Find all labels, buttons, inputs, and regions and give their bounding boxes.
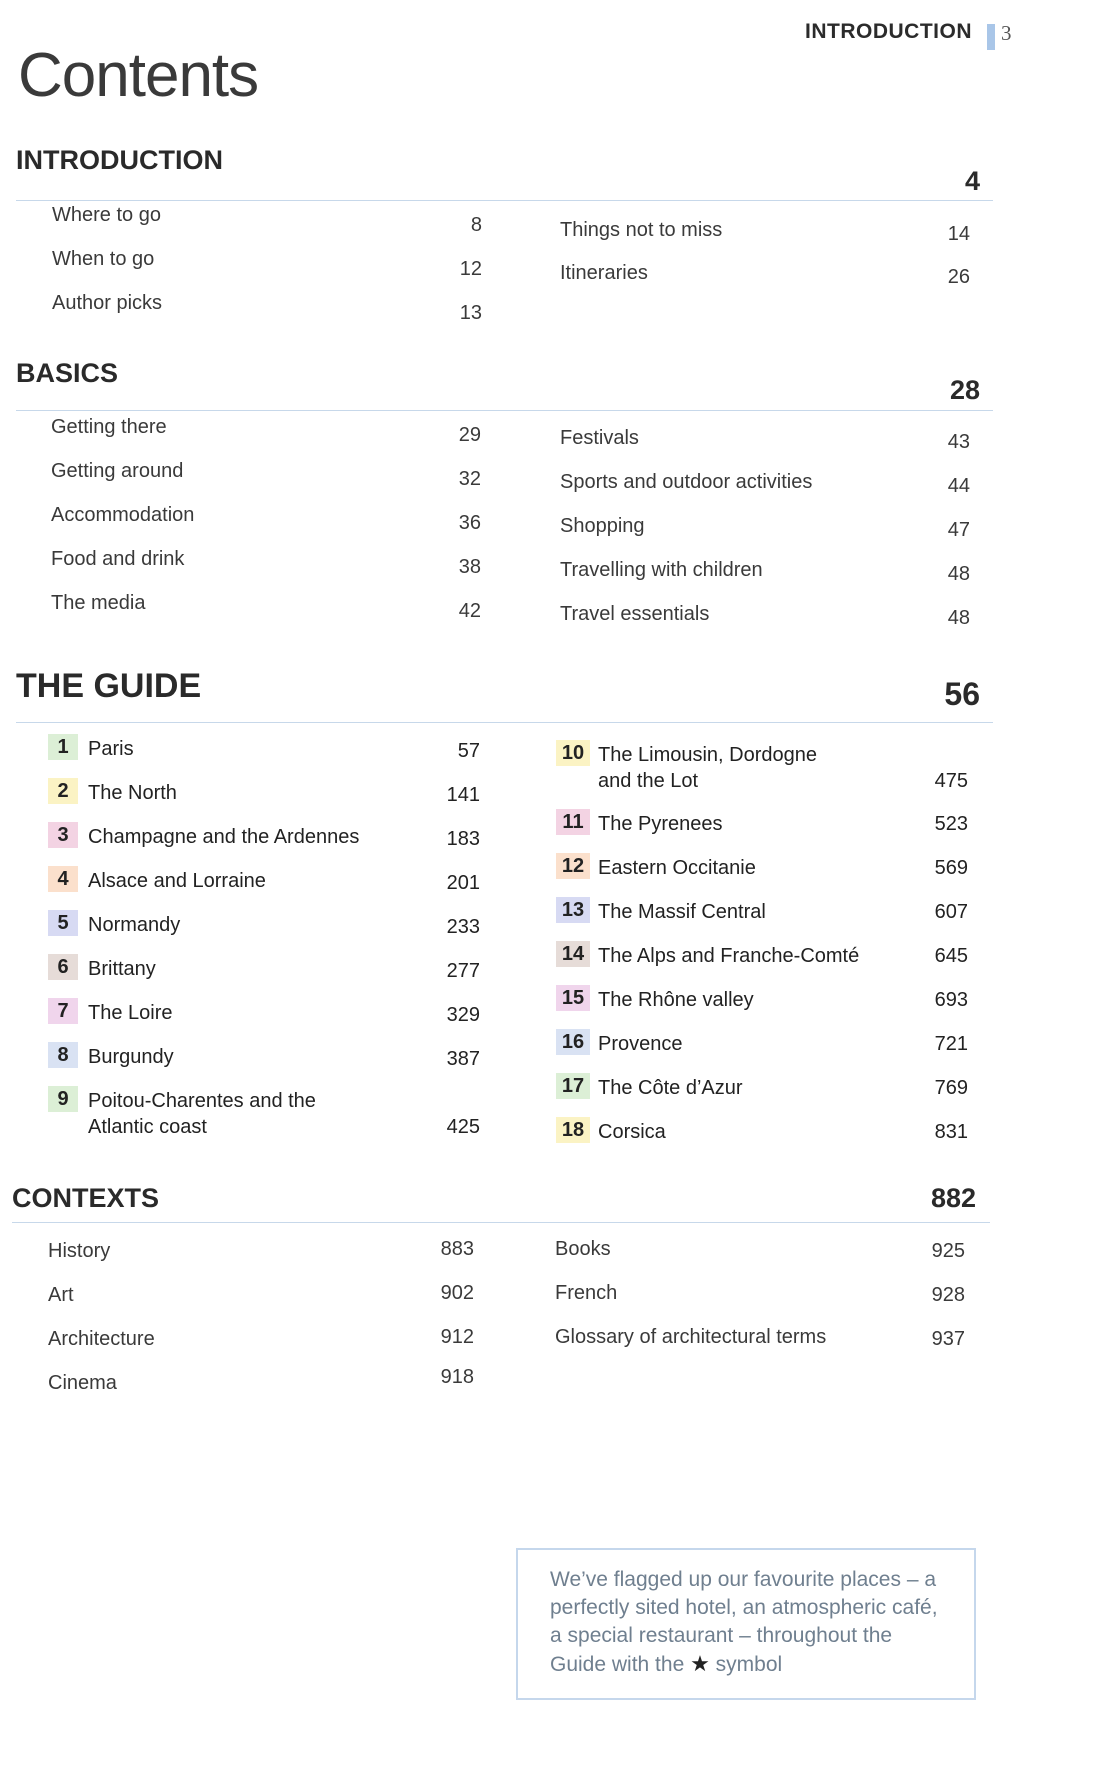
toc-entry[interactable] [555,1282,980,1312]
chapter-title: Burgundy [88,1046,174,1068]
toc-entry[interactable] [52,292,482,322]
chapter-entry[interactable] [556,811,980,841]
toc-entry-label: When to go [52,248,155,270]
chapter-entry[interactable] [48,780,480,810]
chapter-number: 16 [556,1029,590,1055]
favourites-note-text [550,1566,950,1679]
toc-entry-label: Itineraries [560,262,648,284]
chapter-entry[interactable] [556,899,980,929]
note-body: We’ve flagged up our favourite places – a perfectly sited hotel, an atmospheric café, a special restaurant – throughout the Guide with the [550,1568,938,1676]
toc-entry-page: 918 [440,1366,474,1388]
chapter-number: 8 [48,1042,78,1068]
chapter-title: The Côte d’Azur [598,1077,743,1099]
chapter-number: 13 [556,897,590,923]
section-page: 882 [930,1183,976,1213]
chapter-page: 607 [934,901,968,923]
toc-entry-page: 36 [458,512,481,534]
chapter-entry[interactable] [48,1000,480,1030]
chapter-entry[interactable] [556,987,980,1017]
chapter-entry[interactable] [556,742,980,798]
toc-entry[interactable] [51,416,481,446]
chapter-title: The Rhône valley [598,989,754,1011]
toc-entry[interactable] [52,248,482,278]
toc-entry-label: Art [48,1284,74,1306]
toc-entry-label: Getting around [51,460,184,482]
chapter-page: 523 [934,813,968,835]
toc-entry[interactable] [48,1240,478,1270]
toc-entry-page: 8 [470,214,482,236]
section-heading[interactable]: CONTEXTS [12,1183,160,1213]
toc-entry-page: 925 [931,1240,965,1262]
chapter-entry[interactable] [48,736,480,766]
chapter-number: 2 [48,778,78,804]
toc-entry-page: 47 [947,519,970,541]
page-number: 3 [1001,21,1012,45]
chapter-page: 769 [934,1077,968,1099]
page-title: Contents [18,41,259,110]
toc-entry-label: Festivals [560,427,639,449]
toc-entry[interactable] [555,1326,980,1356]
chapter-entry[interactable] [556,1119,980,1149]
toc-entry-label: Books [555,1238,611,1260]
section-page: 28 [949,375,980,405]
chapter-number: 10 [556,740,590,766]
chapter-page: 57 [457,740,480,762]
toc-entry-page: 902 [440,1282,474,1304]
chapter-page: 277 [446,960,480,982]
chapter-number: 15 [556,985,590,1011]
chapter-number: 14 [556,941,590,967]
toc-entry-page: 26 [947,266,970,288]
chapter-title: The Limousin, Dordogne [598,744,818,766]
toc-entry-label: Travel essentials [560,603,710,625]
toc-entry[interactable] [560,515,980,545]
chapter-page: 233 [446,916,480,938]
toc-entry[interactable] [52,204,482,234]
toc-entry[interactable] [48,1284,478,1314]
toc-entry-label: Things not to miss [560,219,723,241]
chapter-title: Paris [88,738,134,760]
chapter-page: 645 [934,945,968,967]
chapter-number: 1 [48,734,78,760]
chapter-entry[interactable] [48,1044,480,1074]
toc-entry-page: 14 [947,223,970,245]
chapter-entry[interactable] [556,943,980,973]
chapter-title: The North [88,782,177,804]
section-page: 4 [964,166,980,196]
section-rule [16,410,993,411]
chapter-entry[interactable] [48,912,480,942]
toc-entry-label: Food and drink [51,548,185,570]
toc-entry-page: 13 [459,302,482,324]
toc-entry[interactable] [51,460,481,490]
toc-entry-label: Accommodation [51,504,195,526]
chapter-entry[interactable] [556,1075,980,1105]
toc-entry[interactable] [48,1328,478,1358]
toc-entry-label: Author picks [52,292,163,314]
chapter-page: 693 [934,989,968,1011]
chapter-title: Champagne and the Ardennes [88,826,360,848]
toc-entry-page: 32 [458,468,481,490]
chapter-title: Corsica [598,1121,666,1143]
chapter-title: The Alps and Franche-Comté [598,945,860,967]
section-rule [12,1222,990,1223]
chapter-page: 475 [934,770,968,792]
chapter-title-line2: and the Lot [598,770,699,792]
toc-entry-page: 29 [458,424,481,446]
toc-entry[interactable] [560,219,980,249]
toc-entry-page: 928 [931,1284,965,1306]
toc-entry-page: 912 [440,1326,474,1348]
chapter-number: 17 [556,1073,590,1099]
toc-entry-label: History [48,1240,111,1262]
chapter-title: Brittany [88,958,156,980]
chapter-title: The Massif Central [598,901,766,923]
toc-entry-page: 12 [459,258,482,280]
toc-entry[interactable] [51,548,481,578]
toc-entry-page: 48 [947,607,970,629]
toc-entry-page: 937 [931,1328,965,1350]
toc-entry[interactable] [560,262,980,292]
section-heading[interactable]: BASICS [16,358,119,388]
favourites-note [516,1548,976,1700]
section-page: 56 [944,676,980,712]
chapter-title: The Pyrenees [598,813,723,835]
chapter-page: 201 [446,872,480,894]
running-head: INTRODUCTION [805,20,972,43]
toc-entry-label: Where to go [52,204,161,226]
chapter-page: 183 [446,828,480,850]
toc-entry-label: Cinema [48,1372,117,1394]
chapter-title: Alsace and Lorraine [88,870,266,892]
chapter-number: 18 [556,1117,590,1143]
toc-entry-label: The media [51,592,146,614]
chapter-entry[interactable] [48,956,480,986]
toc-entry-page: 38 [458,556,481,578]
chapter-page: 721 [934,1033,968,1055]
chapter-title: Poitou-Charentes and the [88,1090,316,1112]
chapter-page: 141 [446,784,480,806]
toc-entry-page: 48 [947,563,970,585]
chapter-page: 329 [446,1004,480,1026]
toc-entry-label: Architecture [48,1328,155,1350]
chapter-entry[interactable] [556,855,980,885]
toc-entry[interactable] [560,471,980,501]
star-icon: ★ [690,1651,710,1676]
section-heading[interactable]: INTRODUCTION [16,145,223,175]
toc-entry-label: Glossary of architectural terms [555,1326,827,1348]
chapter-number: 7 [48,998,78,1024]
toc-entry[interactable] [555,1238,980,1268]
toc-entry-page: 42 [458,600,481,622]
toc-entry[interactable] [51,592,481,622]
chapter-entry[interactable] [556,1031,980,1061]
section-heading[interactable]: THE GUIDE [16,667,202,705]
toc-entry[interactable] [48,1366,478,1402]
chapter-number: 12 [556,853,590,879]
chapter-title: Normandy [88,914,181,936]
chapter-page: 569 [934,857,968,879]
chapter-entry[interactable] [48,824,480,854]
chapter-entry[interactable] [48,1088,480,1144]
chapter-number: 6 [48,954,78,980]
toc-entry[interactable] [560,603,980,633]
toc-entry-label: French [555,1282,618,1304]
chapter-page: 387 [446,1048,480,1070]
chapter-entry[interactable] [48,868,480,898]
running-head-bar [987,24,995,50]
toc-entry-label: Travelling with children [560,559,763,581]
toc-entry-label: Shopping [560,515,645,537]
chapter-page: 831 [934,1121,968,1143]
chapter-title-line2: Atlantic coast [88,1116,207,1138]
chapter-number: 4 [48,866,78,892]
chapter-page: 425 [446,1116,480,1138]
toc-entry-page: 44 [947,475,970,497]
chapter-number: 5 [48,910,78,936]
chapter-title: The Loire [88,1002,173,1024]
chapter-title: Provence [598,1033,683,1055]
toc-entry-page: 43 [947,431,970,453]
note-suffix: symbol [715,1653,783,1676]
toc-entry-label: Getting there [51,416,167,438]
toc-entry[interactable] [560,559,980,589]
toc-entry[interactable] [51,504,481,534]
toc-entry[interactable] [560,427,980,457]
toc-entry-page: 883 [440,1238,474,1260]
section-rule [16,200,993,201]
toc-entry-label: Sports and outdoor activities [560,471,813,493]
section-rule [16,722,993,723]
chapter-number: 11 [556,809,590,835]
chapter-number: 9 [48,1086,78,1112]
chapter-number: 3 [48,822,78,848]
chapter-title: Eastern Occitanie [598,857,756,879]
